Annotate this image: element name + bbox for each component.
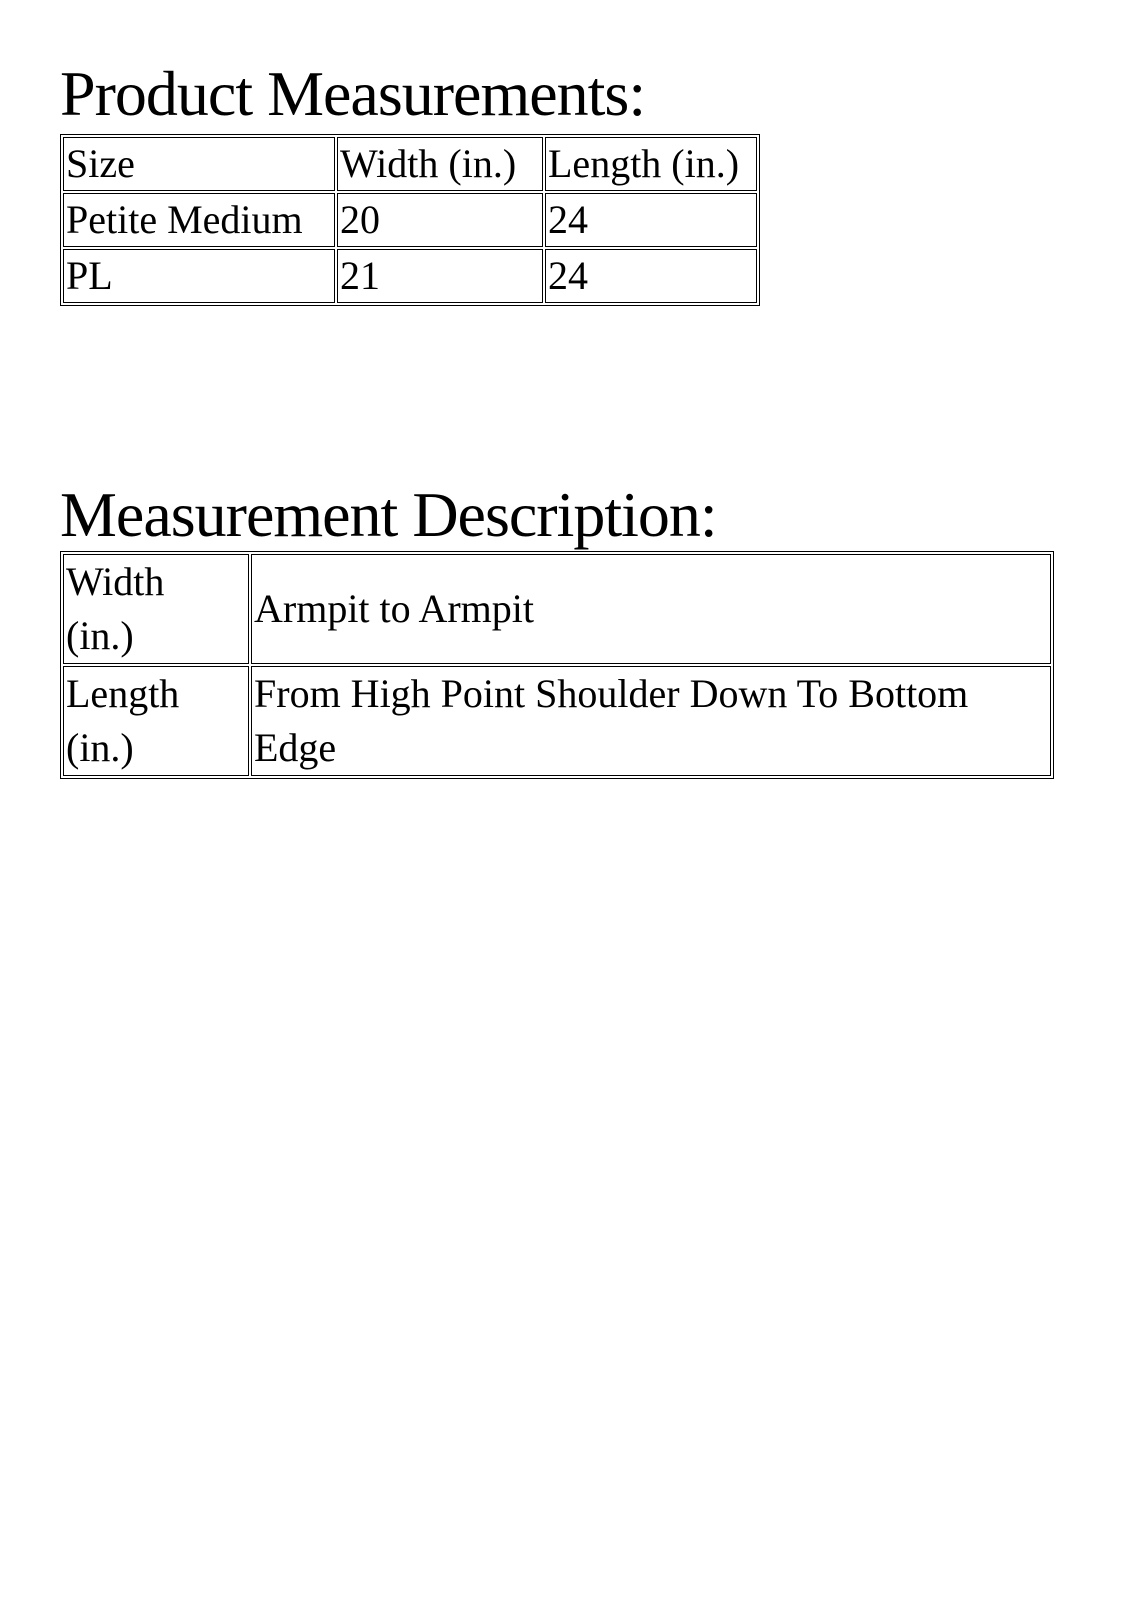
table-row xyxy=(63,249,757,303)
size-cell: Petite Medium xyxy=(63,193,335,247)
width-cell: 20 xyxy=(337,193,543,247)
label-line-2: (in.) xyxy=(66,613,134,658)
label-line-1: Length xyxy=(66,671,180,716)
table-header-row xyxy=(63,137,757,191)
description-label xyxy=(63,666,249,776)
table-row xyxy=(63,666,1051,776)
table-row xyxy=(63,554,1051,664)
label-line-1: Width xyxy=(66,559,165,604)
header-size: Size xyxy=(63,137,335,191)
measurement-description-title: Measurement Description: xyxy=(60,479,717,550)
length-cell: 24 xyxy=(545,193,757,247)
description-text: Armpit to Armpit xyxy=(251,554,1051,664)
width-cell: 21 xyxy=(337,249,543,303)
description-text: From High Point Shoulder Down To Bottom Edge xyxy=(251,666,1051,776)
table-row xyxy=(63,193,757,247)
header-width: Width (in.) xyxy=(337,137,543,191)
measurements-table xyxy=(60,134,760,306)
size-cell: PL xyxy=(63,249,335,303)
description-table xyxy=(60,551,1054,779)
label-line-2: (in.) xyxy=(66,725,134,770)
length-cell: 24 xyxy=(545,249,757,303)
header-length: Length (in.) xyxy=(545,137,757,191)
product-measurements-title: Product Measurements: xyxy=(60,58,646,129)
description-label xyxy=(63,554,249,664)
